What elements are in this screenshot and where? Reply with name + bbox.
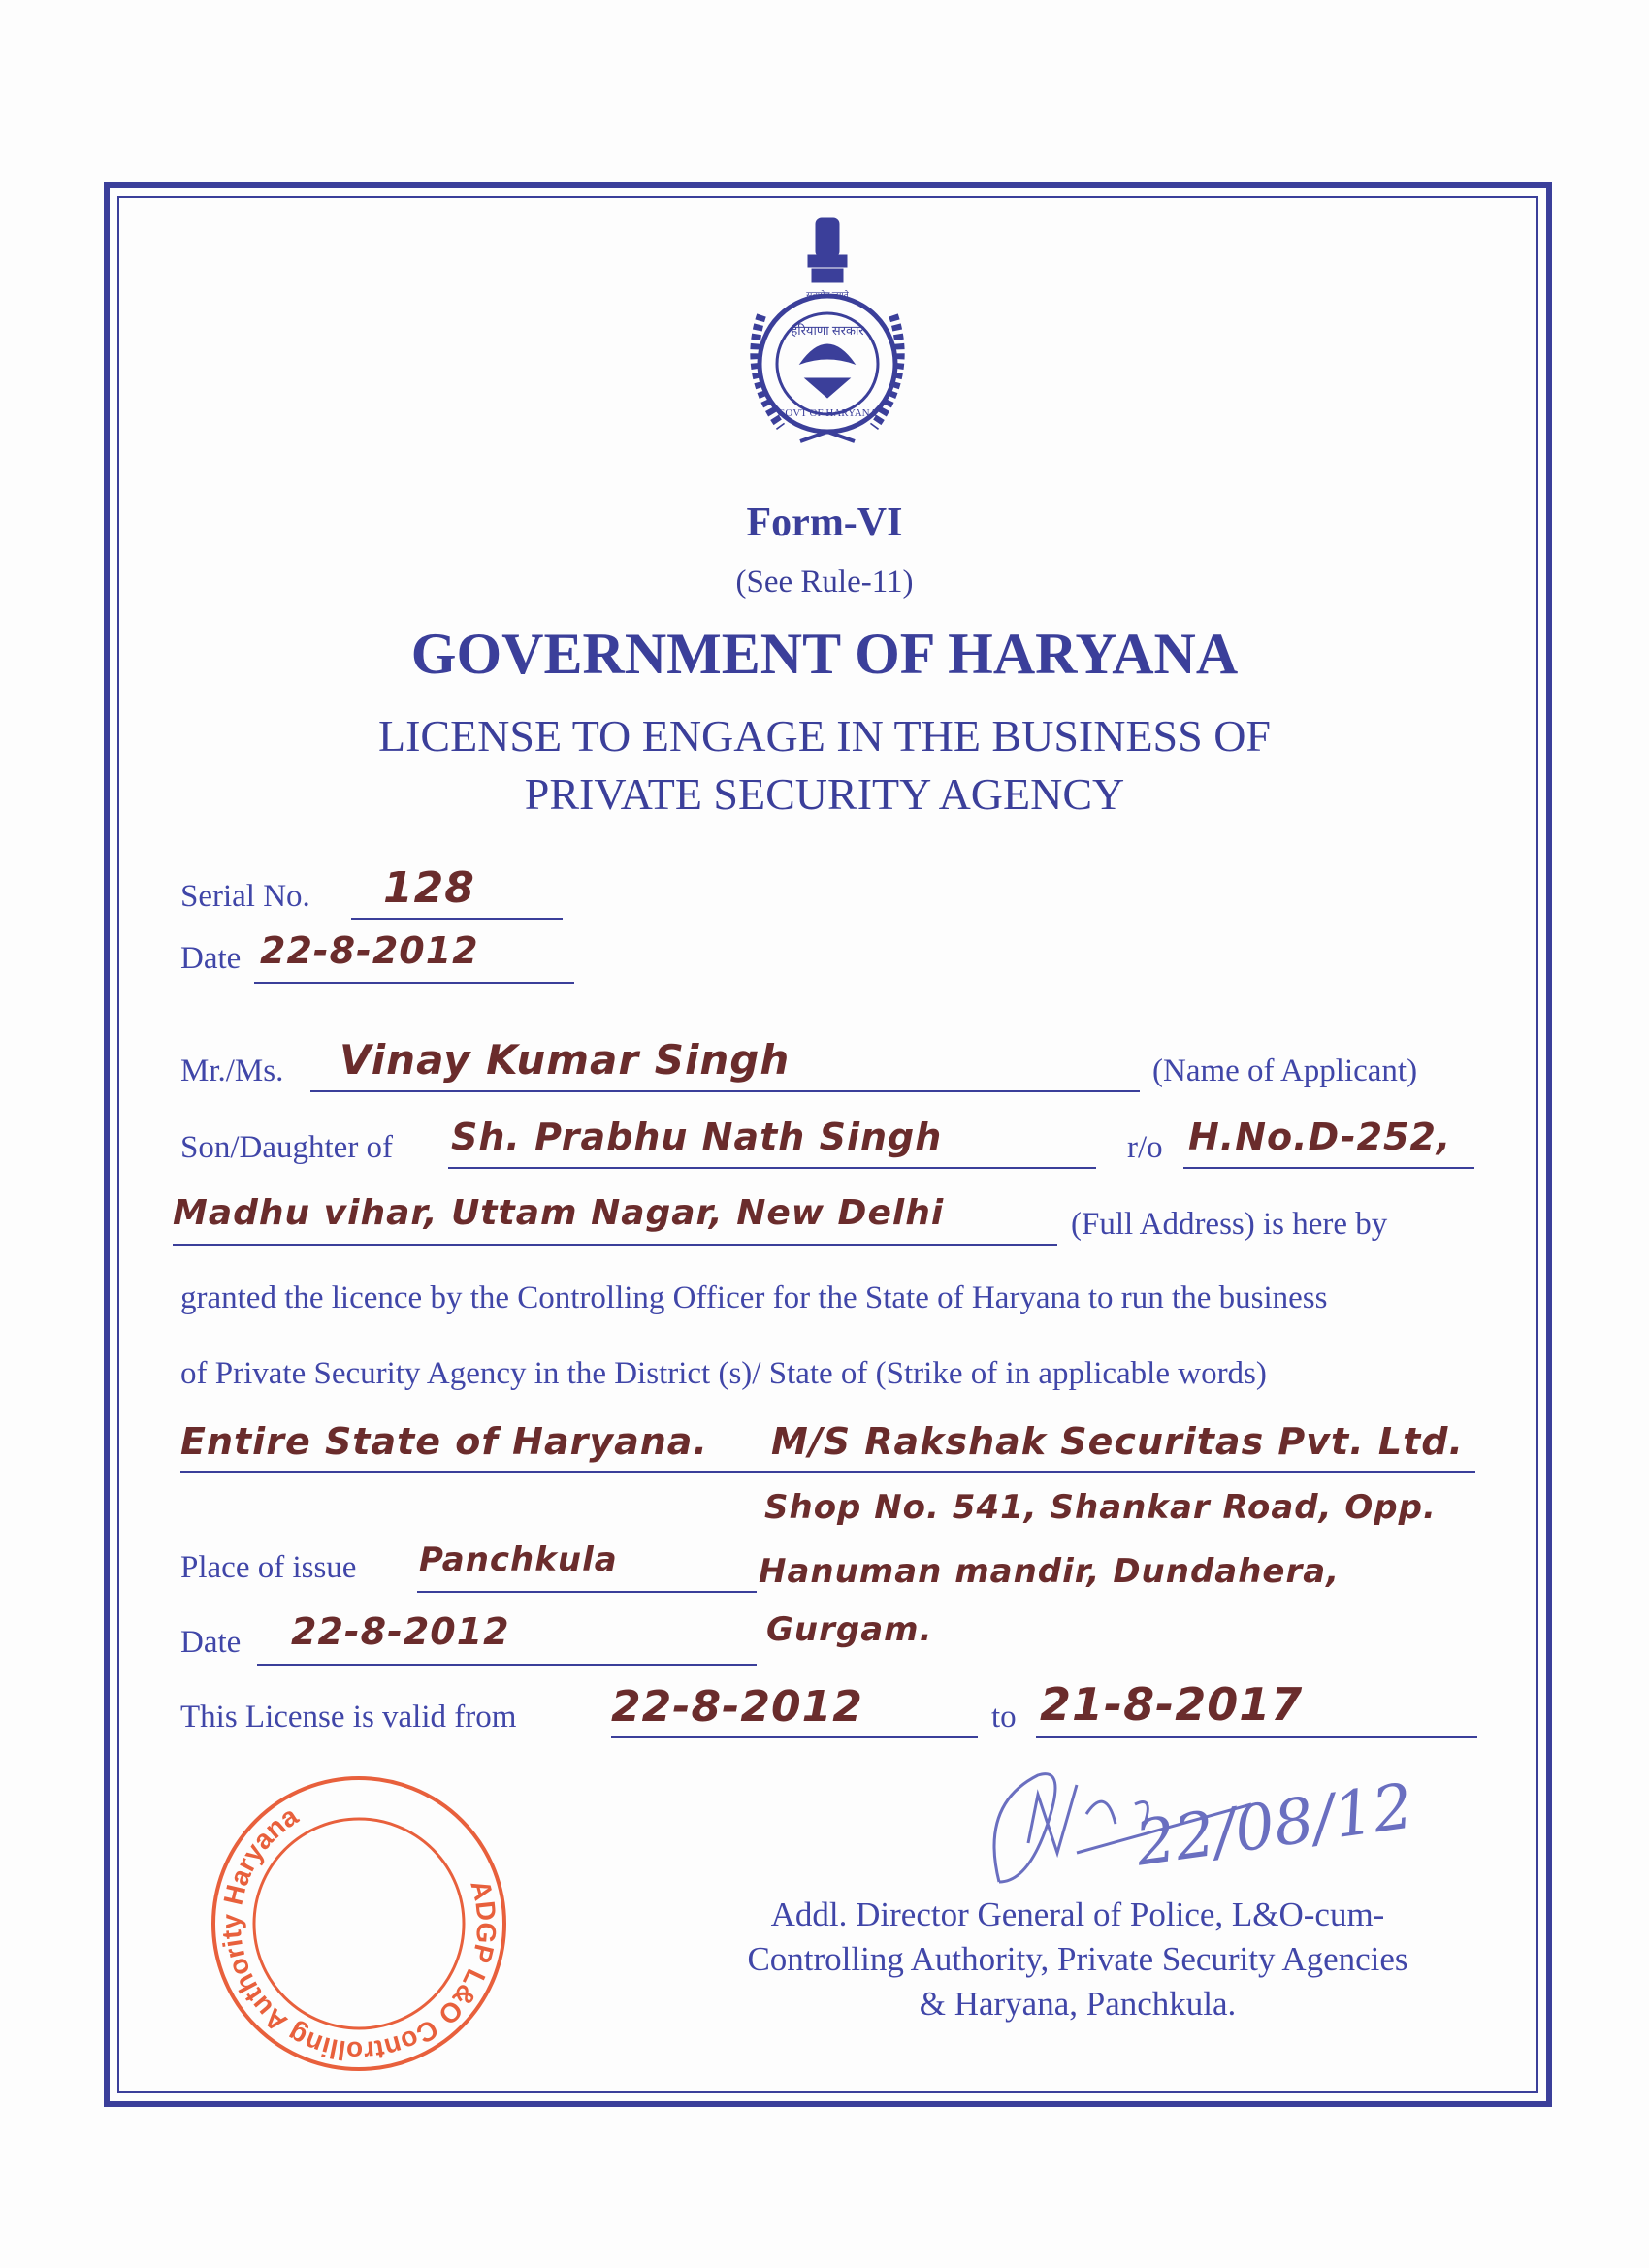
address-line-1: H.No.D-252, [1188, 1116, 1452, 1158]
stamp-text: ADGP L&O Controlling Authority Haryana [215, 1799, 502, 2067]
haryana-emblem [723, 209, 932, 480]
ro-label: r/o [1127, 1130, 1163, 1165]
body-text-2: of Private Security Agency in the District (s)/ State of (Strike of in applicable words) [180, 1356, 1267, 1391]
valid-from-label: This License is valid from [180, 1700, 517, 1734]
signatory-line-2: Controlling Authority, Private Security Agencies [747, 1940, 1408, 1978]
place-of-issue-value: Panchkula [419, 1540, 618, 1579]
date-value: 22-8-2012 [260, 929, 479, 972]
subtitle-line-1: LICENSE TO ENGAGE IN THE BUSINESS OF [377, 711, 1272, 761]
rule-reference: (See Rule-11) [735, 565, 914, 599]
form-number: Form-VI [746, 501, 903, 545]
emblem-bottom-text: GOVT OF HARYANA [777, 407, 878, 419]
agency-line-2: Shop No. 541, Shankar Road, Opp. [764, 1488, 1437, 1527]
signatory-line-1: Addl. Director General of Police, L&O-cum- [770, 1895, 1385, 1933]
valid-from-value: 22-8-2012 [611, 1682, 863, 1732]
date-label: Date [180, 941, 242, 976]
valid-to-value: 21-8-2017 [1040, 1678, 1304, 1731]
full-address-label: (Full Address) is here by [1071, 1207, 1388, 1242]
place-of-issue-label: Place of issue [180, 1550, 357, 1585]
document-title: GOVERNMENT OF HARYANA [410, 622, 1239, 686]
emblem-ring-text: हरियाणा सरकार [791, 323, 864, 338]
agency-line-1: M/S Rakshak Securitas Pvt. Ltd. [771, 1420, 1464, 1463]
signature-date: 22/08/12 [1131, 1770, 1418, 1881]
serial-value: 128 [383, 863, 475, 913]
address-line-2: Madhu vihar, Uttam Nagar, New Delhi [173, 1193, 945, 1233]
district-value: Entire State of Haryana. [180, 1420, 708, 1463]
subtitle-line-2: PRIVATE SECURITY AGENCY [524, 769, 1125, 819]
applicant-name: Vinay Kumar Singh [340, 1036, 791, 1084]
mr-ms-label: Mr./Ms. [180, 1053, 284, 1088]
serial-label: Serial No. [180, 879, 310, 914]
emblem-motto: सत्यमेव जयते [806, 290, 849, 300]
agency-line-3: Hanuman mandir, Dundahera, [759, 1552, 1341, 1591]
father-name: Sh. Prabhu Nath Singh [451, 1116, 943, 1158]
son-daughter-label: Son/Daughter of [180, 1130, 394, 1165]
name-of-applicant-label: (Name of Applicant) [1152, 1053, 1418, 1088]
body-text-1: granted the licence by the Controlling Officer for the State of Haryana to run the business [180, 1280, 1328, 1315]
agency-line-4: Gurgam. [766, 1610, 933, 1649]
issue-date-value: 22-8-2012 [291, 1610, 510, 1653]
signatory-line-3: & Haryana, Panchkula. [919, 1985, 1237, 2023]
to-label: to [991, 1700, 1017, 1734]
issue-date-label: Date [180, 1625, 242, 1660]
